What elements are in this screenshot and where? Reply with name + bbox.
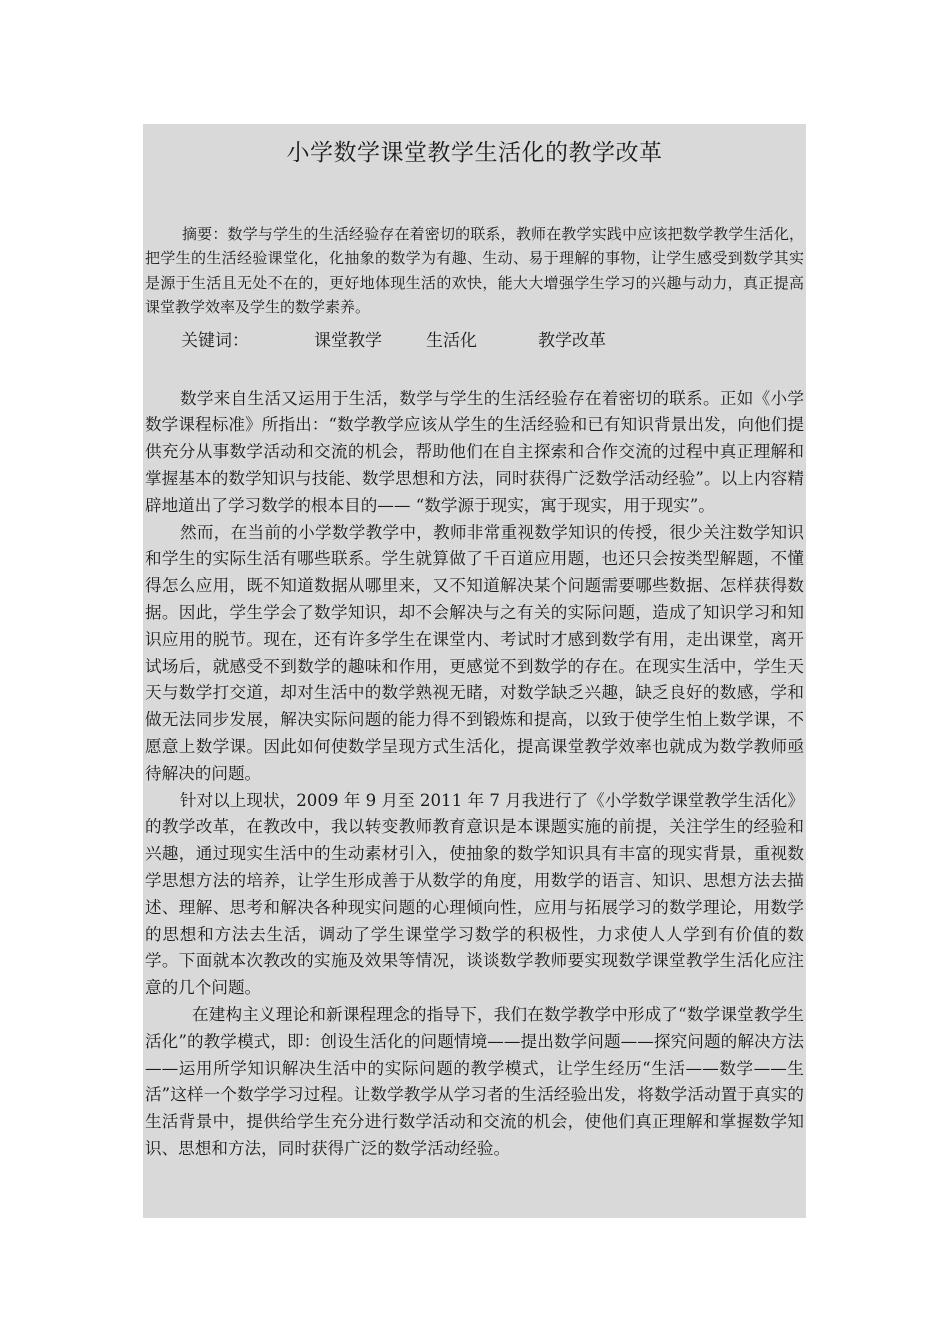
keyword-item: 生活化 — [426, 330, 477, 351]
body-text — [143, 386, 806, 1163]
body-paragraph: 针对以上现状，2009 年 9 月至 2011 年 7 月我进行了《小学数学课堂教学生活化》的教学改革，在教改中，我以转变教师教育意识是本课题实施的前提，关注学生的经验和兴趣，通过现实生活中的生动素材引入，使抽象的数学知识具有丰富的现实背景，重视数学思想方法的培养，让学生形成善于从数学的角度，用数学的语言、知识、思想方法去描述、理解、思考和解决各种现实问题的心理倾向性，应用与拓展学习的数学理论，用数学的思想和方法去生活，调动了学生课堂学习数学的积极性，力求使人人学到有价值的数学。下面就本次教改的实施及效果等情况，谈谈数学教师要实现数学课堂教学生活化应注意的几个问题。 — [145, 790, 804, 998]
abstract-paragraph: 摘要：数学与学生的生活经验存在着密切的联系，教师在教学实践中应该把数学教学生活化，把学生的生活经验课堂化，化抽象的数学为有趣、生动、易于理解的事物，让学生感受到数学其实是源于生活且无处不在的，更好地体现生活的欢快，能大大增强学生学习的兴趣与动力，真正提高课堂教学效率及学生的数学素养。 — [145, 225, 804, 317]
document-page — [143, 124, 806, 1218]
keywords-label: 关键词： — [181, 330, 249, 351]
document-title: 小学数学课堂教学生活化的教学改革 — [286, 140, 663, 166]
keyword-item: 课堂教学 — [314, 330, 382, 351]
body-paragraph: 然而，在当前的小学数学教学中，教师非常重视数学知识的传授，很少关注数学知识和学生的实际生活有哪些联系。学生就算做了千百道应用题，也还只会按类型解题，不懂得怎么应用，既不知道数据从哪里来，又不知道解决某个问题需要哪些数据、怎样获得数据。因此，学生学会了数学知识，却不会解决与之有关的实际问题，造成了知识学习和知识应用的脱节。现在，还有许多学生在课堂内、考试时才感到数学有用，走出课堂，离开试场后，就感受不到数学的趣味和作用，更感觉不到数学的存在。在现实生活中，学生天天与数学打交道，却对生活中的数学熟视无睹，对数学缺乏兴趣，缺乏良好的数感，学和做无法同步发展，解决实际问题的能力得不到锻炼和提高，以致于使学生怕上数学课，不愿意上数学课。因此如何使数学呈现方式生活化，提高课堂教学效率也就成为数学教师亟待解决的问题。 — [145, 522, 804, 783]
keywords-row — [181, 326, 806, 356]
body-paragraph: 在建构主义理论和新课程理念的指导下，我们在数学教学中形成了“数学课堂教学生活化”的教学模式，即：创设生活化的问题情境——提出数学问题——探究问题的解决方法——运用所学知识解决生活中的实际问题的教学模式，让学生经历“生活——数学——生活”这样一个数学学习过程。让数学教学从学习者的生活经验出发，将数学活动置于真实的生活背景中，提供给学生充分进行数学活动和交流的机会，使他们真正理解和掌握数学知识、思想和方法，同时获得广泛的数学活动经验。 — [145, 1004, 804, 1158]
keyword-item: 教学改革 — [538, 330, 606, 351]
body-paragraph: 数学来自生活又运用于生活，数学与学生的生活经验存在着密切的联系。正如《小学数学课程标准》所指出：“数学教学应该从学生的生活经验和已有知识背景出发，向他们提供充分从事数学活动和交流的机会，帮助他们在自主探索和合作交流的过程中真正理解和掌握基本的数学知识与技能、数学思想和方法，同时获得广泛数学活动经验”。以上内容精辟地道出了学习数学的根本目的—— “数学源于现实，寓于现实，用于现实”。 — [145, 388, 804, 515]
